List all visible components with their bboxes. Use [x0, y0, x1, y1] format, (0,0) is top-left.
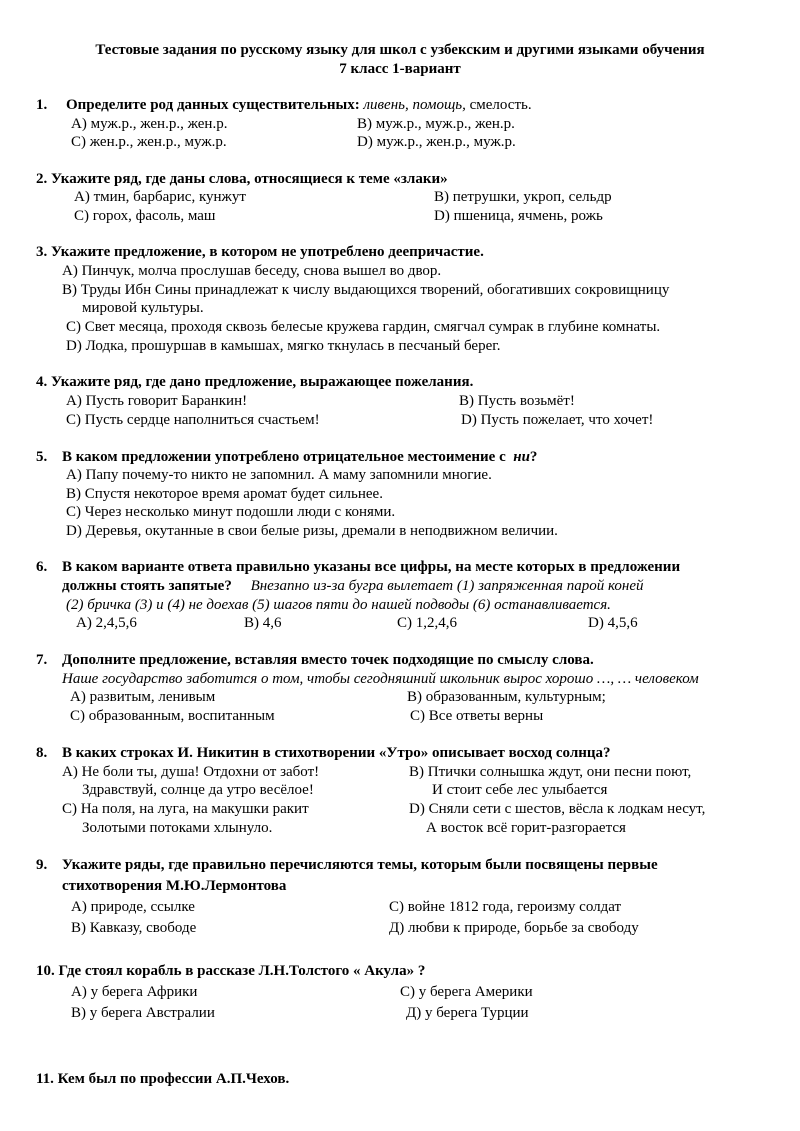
option-b[interactable]: B) 4,6: [244, 615, 282, 631]
option-b[interactable]: B) Спустя некоторое время аромат будет сильнее.: [66, 486, 383, 502]
question-text: 2. Укажите ряд, где даны слова, относящиеся к теме «злаки»: [36, 171, 448, 187]
question-text: 3. Укажите предложение, в котором не употреблено деепричастие.: [36, 244, 484, 260]
option-c[interactable]: C) Свет месяца, проходя сквозь белесые кружева гардин, смягчал сумрак в глубине комнаты.: [66, 319, 661, 335]
question-number: 5.: [36, 449, 48, 465]
option-c[interactable]: C) Через несколько минут подошли люди с конями.: [66, 504, 396, 520]
option-d[interactable]: D) 4,5,6: [588, 615, 638, 631]
option-c[interactable]: C) образованным, воспитанным: [70, 708, 275, 724]
option-d[interactable]: C) Все ответы верны: [410, 708, 544, 724]
option-d[interactable]: D) Лодка, прошуршав в камышах, мягко ткнулась в песчаный берег.: [66, 338, 501, 354]
question-number: 9.: [36, 857, 48, 873]
option-a[interactable]: A) муж.р., жен.р., жен.р.: [71, 116, 228, 132]
option-b-continued[interactable]: мировой культуры.: [82, 300, 204, 316]
question-text: [66, 96, 532, 114]
option-b[interactable]: B) Кавказу, свободе: [71, 920, 197, 936]
option-b[interactable]: B) Труды Ибн Сины принадлежат к числу выдающихся творений, обогативших сокровищницу: [62, 282, 670, 298]
option-a-continued[interactable]: Здравствуй, солнце да утро весёлое!: [82, 782, 314, 798]
option-b[interactable]: B) Птички солнышка ждут, они песни поют,: [409, 764, 692, 780]
option-c[interactable]: C) На поля, на луга, на макушки ракит: [62, 801, 309, 817]
page-title: Тестовые задания по русскому языку для школ с узбекским и другими языками обучения: [95, 42, 705, 58]
question-sentence: Внезапно из-за бугра вылетает (1) запряженная парой коней: [250, 578, 644, 594]
option-a[interactable]: A) развитым, ленивым: [70, 689, 216, 705]
option-c[interactable]: C) 1,2,4,6: [397, 615, 457, 631]
question-prompt: В каком предложении употреблено отрицательное местоимение с: [62, 449, 506, 465]
option-a[interactable]: A) тмин, барбарис, кунжут: [74, 189, 246, 205]
option-d[interactable]: D) муж.р., жен.р., муж.р.: [357, 134, 516, 150]
question-number: 7.: [36, 652, 48, 668]
question-text-line-2: стихотворения М.Ю.Лермонтова: [62, 878, 287, 894]
question-sentence: Наше государство заботится о том, чтобы сегодняшний школьник вырос хорошо …, … человеком: [62, 671, 699, 687]
option-b[interactable]: B) Пусть возьмёт!: [459, 393, 575, 409]
option-b[interactable]: B) муж.р., муж.р., жен.р.: [357, 116, 515, 132]
option-c[interactable]: C) горох, фасоль, маш: [74, 208, 216, 224]
option-a[interactable]: A) природе, ссылке: [71, 899, 195, 915]
question-particle: ни: [513, 449, 530, 465]
option-d[interactable]: Д) любви к природе, борьбе за свободу: [389, 920, 639, 936]
question-prompt: должны стоять запятые?: [62, 578, 232, 594]
question-tail: смелость.: [469, 97, 532, 113]
page-subtitle: 7 класс 1-вариант: [339, 61, 461, 77]
option-c[interactable]: C) Пусть сердце наполниться счастьем!: [66, 412, 320, 428]
question-text: [62, 448, 537, 466]
option-b[interactable]: B) образованным, культурным;: [407, 689, 606, 705]
question-prompt: Определите род данных существительных:: [66, 97, 360, 113]
option-d[interactable]: D) Сняли сети с шестов, вёсла к лодкам несут,: [409, 801, 706, 817]
question-text-line-1: Укажите ряды, где правильно перечисляются темы, которым были посвящены первые: [62, 857, 658, 873]
option-a[interactable]: A) у берега Африки: [71, 984, 198, 1000]
option-a[interactable]: A) 2,4,5,6: [76, 615, 137, 631]
question-text: В каких строках И. Никитин в стихотворении «Утро» описывает восход солнца?: [62, 745, 611, 761]
option-d[interactable]: D) пшеница, ячмень, рожь: [434, 208, 603, 224]
option-c-continued[interactable]: Золотыми потоками хлынуло.: [82, 820, 273, 836]
question-number: 1.: [36, 97, 48, 113]
question-sentence-continued: (2) бричка (3) и (4) не доехав (5) шагов пяти до нашей подводы (6) останавливается.: [66, 597, 611, 613]
option-b[interactable]: B) у берега Австралии: [71, 1005, 215, 1021]
option-d[interactable]: D) Пусть пожелает, что хочет!: [461, 412, 654, 428]
question-text: Дополните предложение, вставляя вместо точек подходящие по смыслу слова.: [62, 652, 594, 668]
option-d[interactable]: Д) у берега Турции: [406, 1005, 529, 1021]
question-text-line-1: В каком варианте ответа правильно указаны все цифры, на месте которых в предложении: [62, 559, 681, 575]
option-a[interactable]: A) Папу почему-то никто не запомнил. А маму запомнили многие.: [66, 467, 492, 483]
question-number: 6.: [36, 559, 48, 575]
question-text-line-2: [62, 577, 644, 595]
question-number: 8.: [36, 745, 48, 761]
option-b[interactable]: B) петрушки, укроп, сельдр: [434, 189, 612, 205]
question-text: 10. Где стоял корабль в рассказе Л.Н.Толстого « Акула» ?: [36, 963, 426, 979]
option-d[interactable]: D) Деревья, окутанные в свои белые ризы, дремали в неподвижном величии.: [66, 523, 558, 539]
question-text: 11. Кем был по профессии А.П.Чехов.: [36, 1071, 290, 1087]
option-c[interactable]: C) у берега Америки: [400, 984, 533, 1000]
option-c[interactable]: C) жен.р., жен.р., муж.р.: [71, 134, 227, 150]
option-a[interactable]: A) Не боли ты, душа! Отдохни от забот!: [62, 764, 320, 780]
option-c[interactable]: C) войне 1812 года, героизму солдат: [389, 899, 622, 915]
question-words: ливень, помощь,: [363, 97, 466, 113]
question-text: 4. Укажите ряд, где дано предложение, выражающее пожелания.: [36, 374, 474, 390]
option-a[interactable]: A) Пинчук, молча прослушав беседу, снова вышел во двор.: [62, 263, 442, 279]
question-mark: ?: [529, 449, 538, 465]
option-d-continued[interactable]: А восток всё горит-разгорается: [426, 820, 626, 836]
option-b-continued[interactable]: И стоит себе лес улыбается: [432, 782, 608, 798]
option-a[interactable]: A) Пусть говорит Баранкин!: [66, 393, 248, 409]
